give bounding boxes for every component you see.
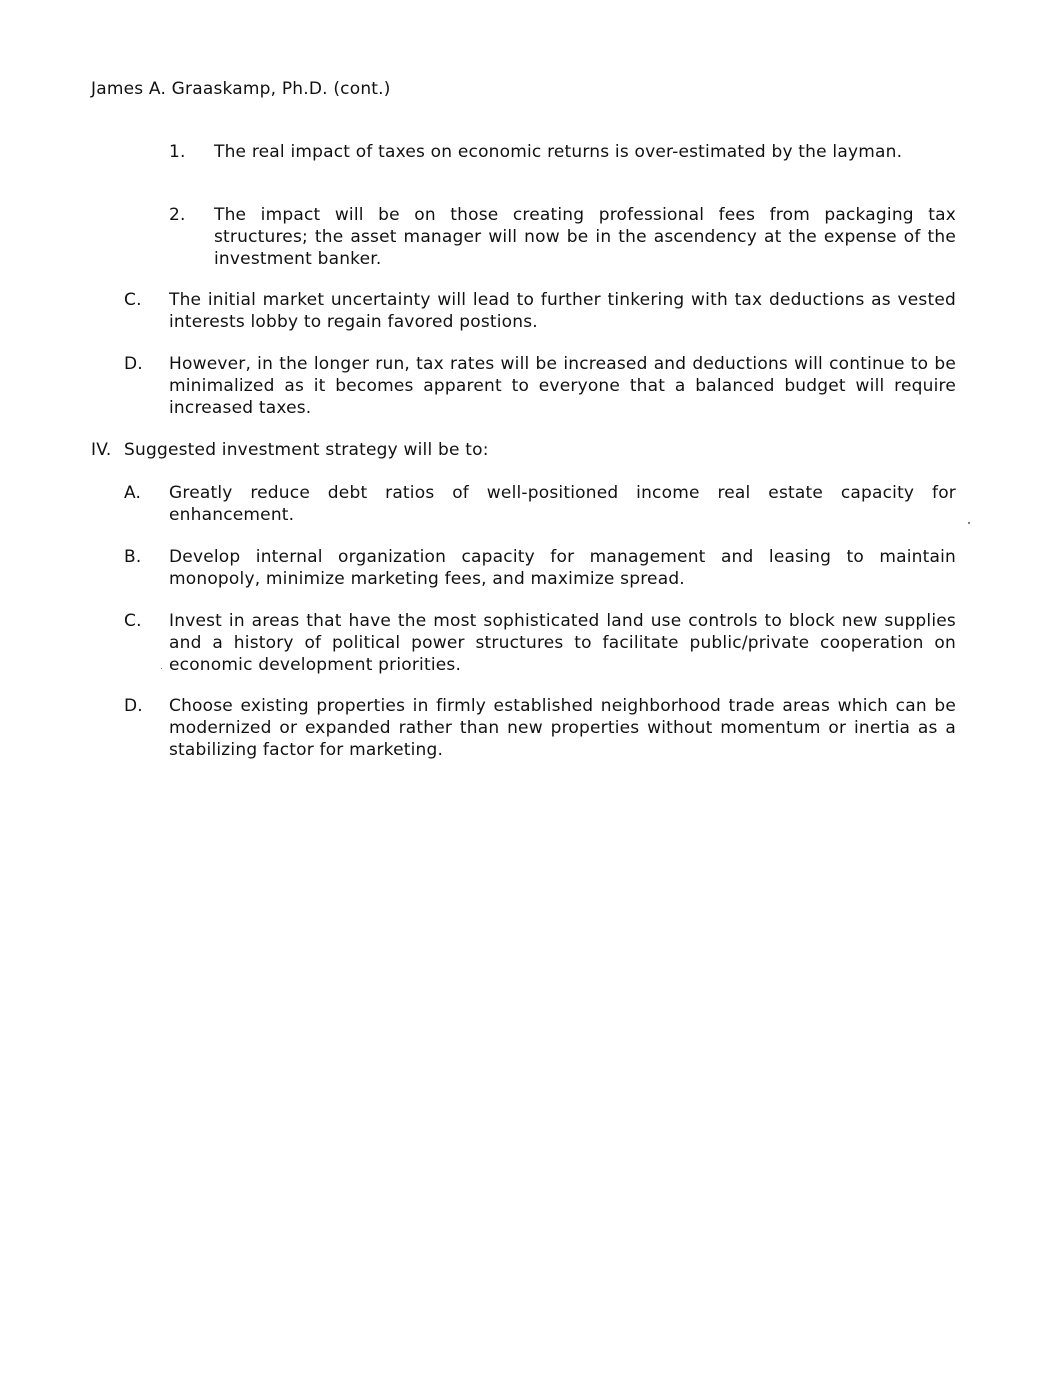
item-marker: D. — [124, 696, 143, 716]
item-marker: A. — [124, 483, 142, 503]
item-text: Greatly reduce debt ratios of well-positioned income real estate capacity for enhancement. — [169, 483, 956, 525]
item-text: Develop internal organization capacity for management and leasing to maintain monopoly, minimize marketing fees, and maximize spread. — [169, 547, 956, 589]
item-marker: 1. — [169, 142, 186, 162]
page-header: James A. Graaskamp, Ph.D. (cont.) — [91, 79, 391, 99]
section-heading: Suggested investment strategy will be to: — [124, 440, 489, 460]
item-text: However, in the longer run, tax rates will be increased and deductions will continue to be minimalized as it becomes apparent to everyone that a balanced budget will require increased taxes. — [169, 354, 956, 418]
item-text: Invest in areas that have the most sophisticated land use controls to block new supplies and a history of political power structures to facilitate public/private cooperation on economic development priorities. — [169, 611, 956, 675]
item-text: Choose existing properties in firmly established neighborhood trade areas which can be modernized or expanded rather than new properties without momentum or inertia as a stabilizing factor for marketing. — [169, 696, 956, 760]
scan-speck — [968, 522, 970, 524]
item-marker: C. — [124, 611, 142, 631]
item-text: The real impact of taxes on economic returns is over-estimated by the layman. — [214, 142, 903, 162]
item-text: The impact will be on those creating professional fees from packaging tax structures; the asset manager will now be in the ascendency at the expense of the investment banker. — [214, 205, 956, 269]
section-marker: IV. — [91, 440, 112, 460]
item-marker: D. — [124, 354, 143, 374]
item-text: The initial market uncertainty will lead to further tinkering with tax deductions as vested interests lobby to regain favored postions. — [169, 290, 956, 332]
item-marker: B. — [124, 547, 142, 567]
scan-speck — [161, 668, 162, 669]
item-marker: 2. — [169, 205, 186, 225]
item-marker: C. — [124, 290, 142, 310]
